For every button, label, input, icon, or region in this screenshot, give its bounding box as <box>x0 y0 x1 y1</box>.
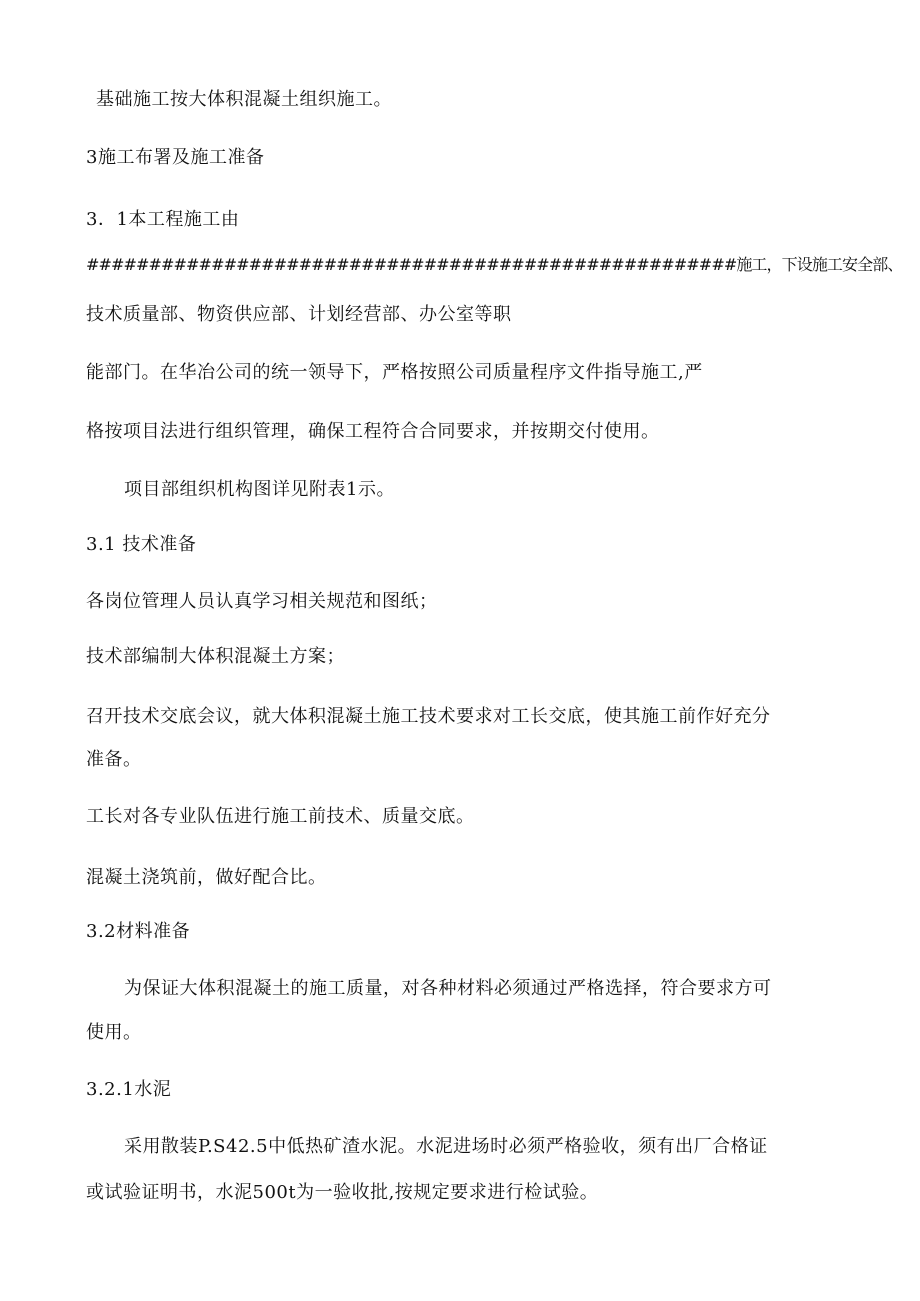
paragraph-line: ####################################################施工，下设施工安全部、 <box>86 255 903 274</box>
paragraph-line: 为保证大体积混凝土的施工质量，对各种材料必须通过严格选择，符合要求方可 <box>124 978 772 999</box>
paragraph-line: 项目部组织机构图详见附表1示。 <box>124 479 395 500</box>
paragraph-line: 基础施工按大体积混凝土组织施工。 <box>96 89 392 110</box>
paragraph-line: 召开技术交底会议，就大体积混凝土施工技术要求对工长交底，使其施工前作好充分 <box>86 706 771 727</box>
paragraph-line: 格按项目法进行组织管理，确保工程符合合同要求，并按期交付使用。 <box>86 421 660 442</box>
paragraph-line: 采用散装P.S42.5中低热矿渣水泥。水泥进场时必须严格验收，须有出厂合格证 <box>124 1136 768 1157</box>
section-heading: 3施工布署及施工准备 <box>86 147 265 168</box>
subsection-heading: 3.2材料准备 <box>86 921 191 942</box>
paragraph-line: 技术部编制大体积混凝土方案； <box>86 646 345 667</box>
paragraph-line: 技术质量部、物资供应部、计划经营部、办公室等职 <box>86 304 512 325</box>
paragraph-line: 或试验证明书，水泥500t为一验收批,按规定要求进行检试验。 <box>86 1182 599 1203</box>
paragraph-line: 能部门。在华冶公司的统一领导下，严格按照公司质量程序文件指导施工,严 <box>86 362 703 383</box>
paragraph-line: 各岗位管理人员认真学习相关规范和图纸； <box>86 591 438 612</box>
paragraph-line: 准备。 <box>86 749 142 770</box>
paragraph-line: 使用。 <box>86 1022 142 1043</box>
subsection-heading: 3．1本工程施工由 <box>86 209 240 230</box>
subsection-heading: 3.1 技术准备 <box>86 534 197 555</box>
paragraph-line: 混凝土浇筑前，做好配合比。 <box>86 867 327 888</box>
paragraph-line: 工长对各专业队伍进行施工前技术、质量交底。 <box>86 806 475 827</box>
subsection-heading: 3.2.1水泥 <box>86 1079 172 1100</box>
